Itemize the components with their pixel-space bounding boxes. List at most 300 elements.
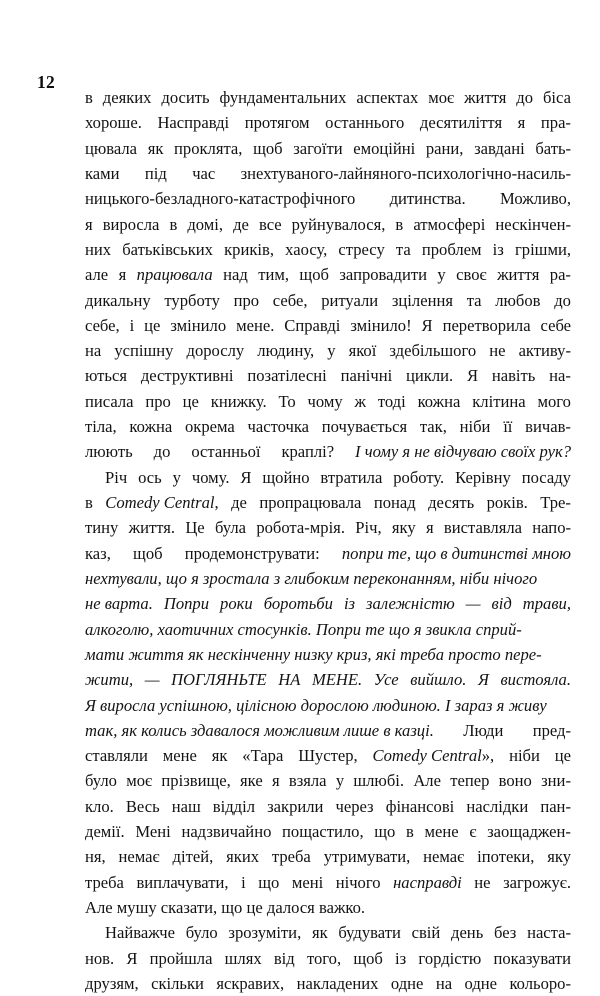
word: у xyxy=(172,467,181,487)
text-line xyxy=(85,237,571,262)
word: в xyxy=(395,214,404,234)
word: в xyxy=(406,822,414,842)
word-space xyxy=(401,920,412,945)
word: як xyxy=(311,923,328,943)
word: криків, xyxy=(224,239,275,259)
word-space xyxy=(414,819,425,844)
word: нічого xyxy=(335,872,381,892)
word: ж xyxy=(354,391,366,411)
word-space xyxy=(300,667,312,692)
word-space xyxy=(355,591,366,616)
word-space xyxy=(427,262,437,287)
word: досить xyxy=(161,88,210,107)
word: насправді xyxy=(393,872,462,892)
word: жити, xyxy=(85,670,134,690)
word-space xyxy=(482,237,493,262)
word-space xyxy=(366,389,378,414)
word: роботу. xyxy=(393,467,445,487)
word-space xyxy=(246,870,259,895)
word-space xyxy=(503,718,532,743)
word: одне xyxy=(390,973,424,993)
word: проклята, xyxy=(174,138,243,158)
word-space xyxy=(512,591,523,616)
word-space xyxy=(213,262,223,287)
word: яскравих, xyxy=(216,973,285,993)
word-space xyxy=(118,515,128,540)
word: трави, xyxy=(522,594,572,614)
word: Я xyxy=(126,948,138,968)
word: це xyxy=(182,391,199,411)
word: біса xyxy=(542,88,571,107)
word-space xyxy=(455,591,466,616)
text-line xyxy=(85,490,571,515)
word-space xyxy=(466,667,478,692)
word-space xyxy=(423,971,435,996)
word: успішну xyxy=(114,341,174,361)
word: над xyxy=(223,265,248,285)
word-space xyxy=(171,389,183,414)
text-line xyxy=(85,389,571,414)
word-space xyxy=(485,212,495,237)
word-space xyxy=(106,844,119,869)
word: не варта. xyxy=(85,594,153,614)
word-space xyxy=(415,136,426,161)
word-space xyxy=(234,363,248,388)
word: дитинства. xyxy=(389,189,466,209)
word: — xyxy=(144,670,160,690)
word-space xyxy=(235,414,248,439)
word-space xyxy=(412,313,422,338)
word-space xyxy=(511,465,522,490)
word: яку xyxy=(547,847,572,867)
word-space xyxy=(167,161,192,186)
text-line xyxy=(85,667,571,692)
word: про xyxy=(233,290,260,310)
word: що xyxy=(374,822,396,842)
word-space xyxy=(163,541,185,566)
word-space xyxy=(460,389,472,414)
word: її xyxy=(503,417,513,437)
word: іпотеки, xyxy=(477,847,535,867)
word-space xyxy=(454,794,466,819)
word: попри те, що в дитинстві мною xyxy=(341,543,572,563)
word: ставляли xyxy=(85,746,148,766)
word-space xyxy=(259,844,272,869)
word-space xyxy=(219,490,231,515)
word: було xyxy=(85,771,117,791)
word-space xyxy=(416,490,428,515)
word: ра- xyxy=(549,265,571,285)
word: наста- xyxy=(527,923,572,943)
text-line: мати життя як нескінченну низку криз, які треба просто пере- xyxy=(85,644,542,664)
word-space xyxy=(283,743,298,768)
word-space xyxy=(295,946,307,971)
word: загоїти xyxy=(293,138,343,158)
word: останньої xyxy=(191,442,261,462)
word-space xyxy=(476,819,487,844)
word: мене xyxy=(162,746,197,766)
word: щоб xyxy=(133,543,163,563)
text-line: нехтували, що я зростала з глибоким переконанням, ніби нічого xyxy=(85,568,538,588)
word: грішми, xyxy=(514,239,571,259)
word-space xyxy=(323,794,335,819)
word: на xyxy=(435,973,453,993)
text-line xyxy=(85,85,571,110)
word-space xyxy=(173,338,186,363)
word: демії. xyxy=(85,822,125,842)
word: роки xyxy=(220,594,253,614)
word: Тре- xyxy=(540,493,571,512)
word: книжку. xyxy=(210,391,267,411)
word-space xyxy=(142,110,158,135)
word-space xyxy=(343,136,354,161)
text-line xyxy=(85,920,571,945)
word: як xyxy=(147,138,164,158)
word-space xyxy=(466,186,500,211)
word-space xyxy=(497,971,509,996)
word: Весь xyxy=(125,796,160,816)
word-space xyxy=(213,237,224,262)
word: залежністю xyxy=(366,594,455,614)
word-space xyxy=(93,212,103,237)
word: де xyxy=(233,214,249,234)
word: свій xyxy=(411,923,441,943)
word: час xyxy=(192,163,216,183)
word: шлюбі. xyxy=(353,771,405,791)
word-space xyxy=(525,136,536,161)
word: без xyxy=(493,923,517,943)
word: почувається xyxy=(321,417,408,437)
word: Річ, xyxy=(355,518,382,538)
word: аспектах xyxy=(356,88,419,107)
text-line xyxy=(85,439,571,464)
word-space xyxy=(170,439,191,464)
word-space xyxy=(411,237,422,262)
word-space xyxy=(434,515,444,540)
word: деструктивні xyxy=(140,366,234,386)
text-line xyxy=(85,136,571,161)
word-space xyxy=(481,591,492,616)
word: десятиліття xyxy=(419,113,503,133)
word-space xyxy=(160,313,170,338)
word-space xyxy=(399,667,411,692)
word-space xyxy=(137,136,148,161)
word-space xyxy=(516,920,527,945)
word-space xyxy=(336,338,349,363)
word-space xyxy=(175,920,186,945)
word: — xyxy=(465,594,481,614)
word-space xyxy=(404,110,420,135)
word: панічні xyxy=(340,366,393,386)
word: тепер xyxy=(450,771,490,791)
word: до xyxy=(153,442,171,462)
word-space xyxy=(395,819,406,844)
word: ритуали xyxy=(321,290,379,310)
word: скільки xyxy=(151,973,204,993)
word: навіть xyxy=(491,366,536,386)
word: де xyxy=(231,493,247,512)
word: окрема xyxy=(184,417,235,437)
word-space xyxy=(126,262,136,287)
word: НА xyxy=(278,670,301,690)
word-space xyxy=(181,465,192,490)
word: але xyxy=(85,265,109,285)
word: яке xyxy=(240,771,263,791)
word: закрили xyxy=(267,796,324,816)
word: під xyxy=(144,163,167,183)
word-space xyxy=(108,262,118,287)
word: щоб xyxy=(353,948,383,968)
word-space xyxy=(247,490,259,515)
word-space xyxy=(120,161,145,186)
word-space xyxy=(528,794,540,819)
word-space xyxy=(204,971,216,996)
word: вистояла. xyxy=(500,670,571,690)
word: Це xyxy=(185,518,205,538)
word-space xyxy=(453,288,467,313)
word: боротьби xyxy=(263,594,333,614)
word: нов. xyxy=(85,948,115,968)
word-space xyxy=(137,946,149,971)
word-space xyxy=(229,870,242,895)
word: кожна xyxy=(417,391,461,411)
word: Попри xyxy=(163,594,210,614)
word: в xyxy=(169,214,178,234)
word-space xyxy=(333,591,344,616)
word-space xyxy=(382,465,393,490)
word: мені xyxy=(291,872,324,892)
word-space xyxy=(534,844,547,869)
word: тим, xyxy=(258,265,289,285)
word-space xyxy=(201,794,213,819)
word: та xyxy=(466,290,482,310)
word: завдані xyxy=(474,138,525,158)
word: себе, xyxy=(272,290,308,310)
word-space xyxy=(476,338,489,363)
word: проблем xyxy=(421,239,482,259)
word-space xyxy=(284,971,296,996)
word: запровадити xyxy=(339,265,427,285)
text-line xyxy=(85,186,571,211)
word-space xyxy=(531,313,541,338)
word-space xyxy=(309,414,322,439)
word: день xyxy=(451,923,484,943)
text-line xyxy=(85,743,571,768)
word-space xyxy=(218,920,229,945)
word-space xyxy=(343,389,355,414)
word-space xyxy=(410,844,423,869)
page-number: 12 xyxy=(37,72,56,92)
text-line xyxy=(85,110,571,135)
word: відділ xyxy=(212,796,256,816)
word-space xyxy=(462,870,475,895)
word-space xyxy=(406,946,418,971)
word: атмосфері xyxy=(413,214,486,234)
text-line: Я виросла успішною, цілісною дорослою людиною. І зараз я живу xyxy=(85,695,547,715)
word: гордістю xyxy=(418,948,482,968)
word: не xyxy=(474,872,491,892)
word: життя xyxy=(464,88,507,107)
word-space xyxy=(378,971,390,996)
word: так, як колись здавалося можливим лише в казці. xyxy=(85,720,434,740)
word: тіла, xyxy=(85,417,117,437)
word: пройшла xyxy=(149,948,213,968)
text-line xyxy=(85,338,571,363)
word: цикли. xyxy=(406,366,454,386)
word: себе xyxy=(540,315,572,335)
word-space xyxy=(539,262,549,287)
word-space xyxy=(440,920,451,945)
word-space xyxy=(364,819,375,844)
word: щоб xyxy=(253,138,283,158)
word: Можливо, xyxy=(499,189,572,209)
word-space xyxy=(249,212,259,237)
word-space xyxy=(262,946,274,971)
word: перетворила xyxy=(442,315,531,335)
word-space xyxy=(482,288,496,313)
word: будувати xyxy=(338,923,401,943)
word: дітей, xyxy=(172,847,214,867)
word: це xyxy=(144,315,161,335)
word: все xyxy=(258,214,282,234)
word: пропрацювала xyxy=(259,493,362,512)
word-space xyxy=(267,389,279,414)
word-space xyxy=(127,465,138,490)
word: надзвичайно xyxy=(181,822,272,842)
word: пан- xyxy=(540,796,571,816)
word-space xyxy=(229,110,245,135)
word-space xyxy=(358,743,373,768)
word-space xyxy=(220,288,234,313)
word-space xyxy=(355,186,389,211)
word-space xyxy=(274,237,285,262)
word-space xyxy=(242,136,253,161)
word-space xyxy=(223,212,233,237)
word-space xyxy=(385,237,396,262)
text-line xyxy=(85,794,571,819)
word-space xyxy=(407,414,420,439)
word-space xyxy=(506,85,516,110)
word-space xyxy=(151,288,165,313)
word: батьківських xyxy=(122,239,213,259)
word-space xyxy=(532,768,541,793)
word-space xyxy=(447,414,460,439)
word: Я xyxy=(421,315,433,335)
word-space xyxy=(213,844,226,869)
word: якої xyxy=(348,341,377,361)
word-space xyxy=(474,490,486,515)
word: краплі? xyxy=(281,442,335,462)
word: виставляла xyxy=(443,518,522,538)
word: показувати xyxy=(493,948,572,968)
word-space xyxy=(279,870,292,895)
word: я xyxy=(517,113,526,133)
word-space xyxy=(311,844,324,869)
word: ніби xyxy=(509,746,540,766)
word-space xyxy=(296,389,308,414)
word-space xyxy=(416,515,426,540)
word-space xyxy=(215,161,240,186)
word-space xyxy=(504,237,515,262)
word: заощаджен- xyxy=(487,822,571,842)
word-space xyxy=(327,768,336,793)
word-space xyxy=(383,946,395,971)
word-space xyxy=(540,743,555,768)
word: змінило xyxy=(170,315,227,335)
word: десять xyxy=(428,493,475,512)
word-space xyxy=(283,136,294,161)
word: як xyxy=(211,746,228,766)
word-space xyxy=(526,389,538,414)
word: робота-мрія. xyxy=(256,518,345,538)
text-line xyxy=(85,971,571,996)
word: хаосу, xyxy=(285,239,328,259)
text-line xyxy=(85,262,571,287)
text-line xyxy=(85,313,571,338)
word-space xyxy=(452,971,464,996)
word: Я xyxy=(477,670,489,690)
word-space xyxy=(310,110,326,135)
word: життя. xyxy=(128,518,176,538)
word: одне xyxy=(464,973,498,993)
word: через xyxy=(335,796,374,816)
word: зни- xyxy=(541,771,571,791)
word: Мені xyxy=(135,822,171,842)
word-space xyxy=(133,667,145,692)
word: років. xyxy=(486,493,528,512)
word-space xyxy=(487,262,497,287)
word-space xyxy=(267,667,279,692)
text-line xyxy=(85,363,571,388)
word: щойно xyxy=(262,467,310,487)
word-space xyxy=(454,85,464,110)
word: продемонструвати: xyxy=(184,543,320,563)
word: моє xyxy=(126,771,153,791)
word-space xyxy=(127,363,141,388)
word-space xyxy=(274,313,284,338)
word-space xyxy=(255,794,267,819)
word-space xyxy=(93,85,103,110)
word: утримувати, xyxy=(323,847,411,867)
word: мене. xyxy=(236,315,275,335)
word: на- xyxy=(549,366,571,386)
word-space xyxy=(463,136,474,161)
word-space xyxy=(478,363,492,388)
word: І чому я не відчуваю своїх рук? xyxy=(355,442,572,462)
word-space xyxy=(505,338,518,363)
text-line xyxy=(85,591,571,616)
word: руйнувалося, xyxy=(291,214,386,234)
word: так, xyxy=(419,417,447,437)
word-space xyxy=(111,541,133,566)
word: тоді xyxy=(377,391,406,411)
word: до xyxy=(516,88,534,107)
word-space xyxy=(376,338,389,363)
word: зрозуміти, xyxy=(228,923,302,943)
word: дорослу xyxy=(186,341,245,361)
word-space xyxy=(160,844,173,869)
word: щоб xyxy=(299,265,329,285)
word: із xyxy=(395,948,407,968)
word: рани, xyxy=(425,138,464,158)
word-space xyxy=(159,212,169,237)
word-space xyxy=(483,920,494,945)
text-line xyxy=(85,768,571,793)
word: хороше. xyxy=(85,113,142,133)
word-space xyxy=(160,794,172,819)
word-space xyxy=(528,490,540,515)
word: друзям, xyxy=(85,973,139,993)
